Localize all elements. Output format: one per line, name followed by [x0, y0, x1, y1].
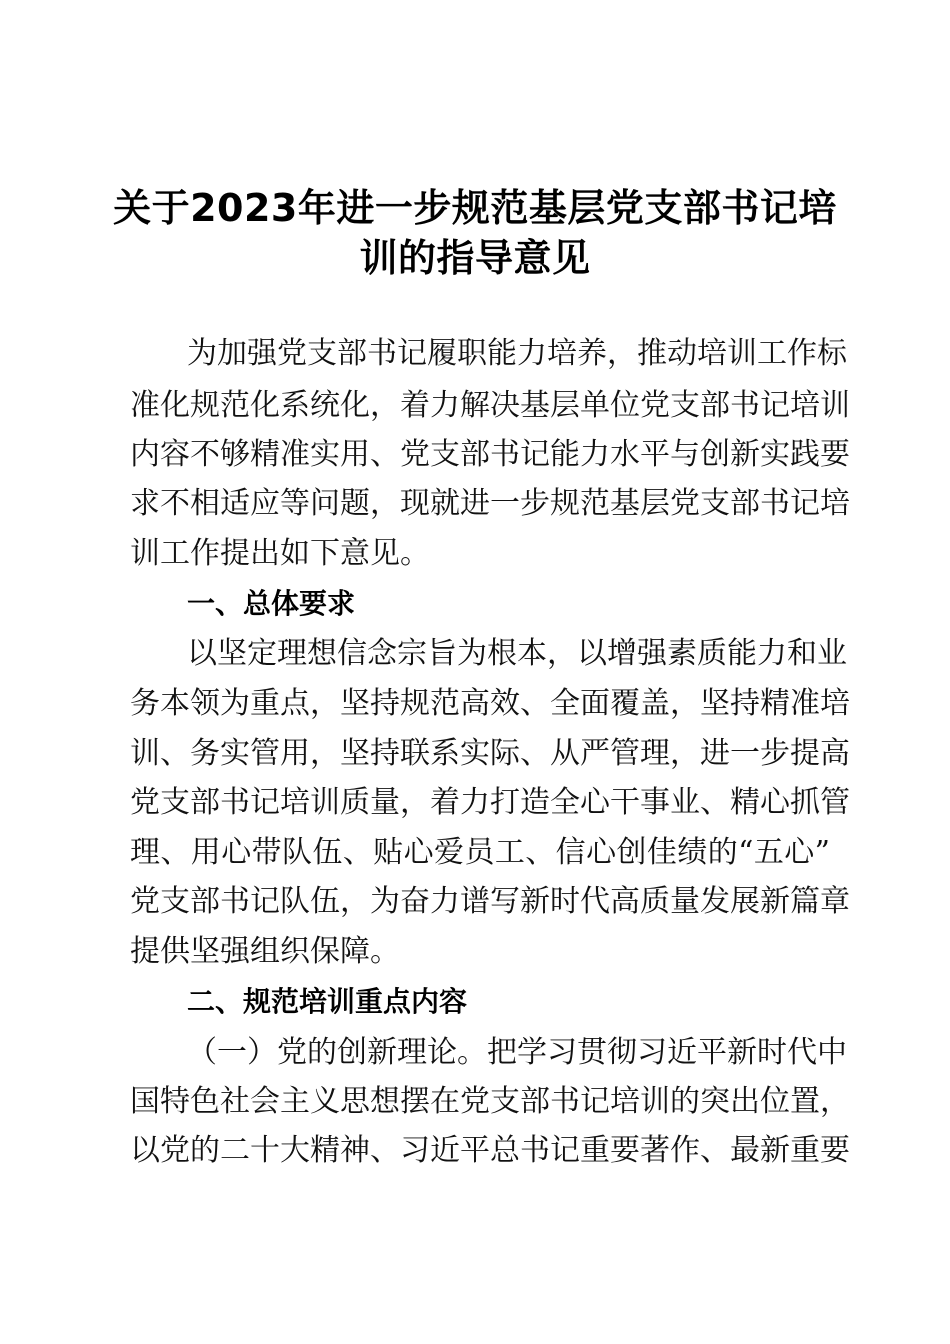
section-1-line: 务本领为重点，坚持规范高效、全面覆盖，坚持精准培 — [130, 686, 850, 721]
section-1-line: 训、务实管用，坚持联系实际、从严管理，进一步提高 — [130, 736, 850, 771]
document-title-line-1: 关于2023年进一步规范基层党支部书记培 — [113, 186, 837, 230]
section-1-heading: 一、总体要求 — [187, 587, 356, 620]
intro-line: 求不相适应等问题，现就进一步规范基层党支部书记培 — [130, 486, 850, 521]
document-title-line-2: 训的指导意见 — [359, 236, 591, 280]
section-1-line: 理、用心带队伍、贴心爱员工、信心创佳绩的“五心” — [130, 835, 830, 870]
section-1-line: 提供坚强组织保障。 — [130, 934, 400, 969]
section-2-heading: 二、规范培训重点内容 — [187, 985, 468, 1018]
section-1-line: 党支部书记培训质量，着力打造全心干事业、精心抓管 — [130, 785, 850, 820]
section-1-line: 党支部书记队伍，为奋力谱写新时代高质量发展新篇章 — [130, 884, 850, 919]
intro-line: 为加强党支部书记履职能力培养，推动培训工作标 — [187, 336, 847, 371]
section-1-line: 以坚定理想信念宗旨为根本，以增强素质能力和业 — [187, 636, 847, 671]
intro-line: 训工作提出如下意见。 — [130, 536, 430, 571]
section-2-line: 国特色社会主义思想摆在党支部书记培训的突出位置， — [130, 1084, 850, 1119]
section-2-line: （一）党的创新理论。把学习贯彻习近平新时代中 — [187, 1035, 847, 1070]
intro-line: 内容不够精准实用、党支部书记能力水平与创新实践要 — [130, 437, 850, 472]
intro-line: 准化规范化系统化，着力解决基层单位党支部书记培训 — [130, 388, 850, 423]
section-2-line: 以党的二十大精神、习近平总书记重要著作、最新重要 — [130, 1133, 850, 1168]
